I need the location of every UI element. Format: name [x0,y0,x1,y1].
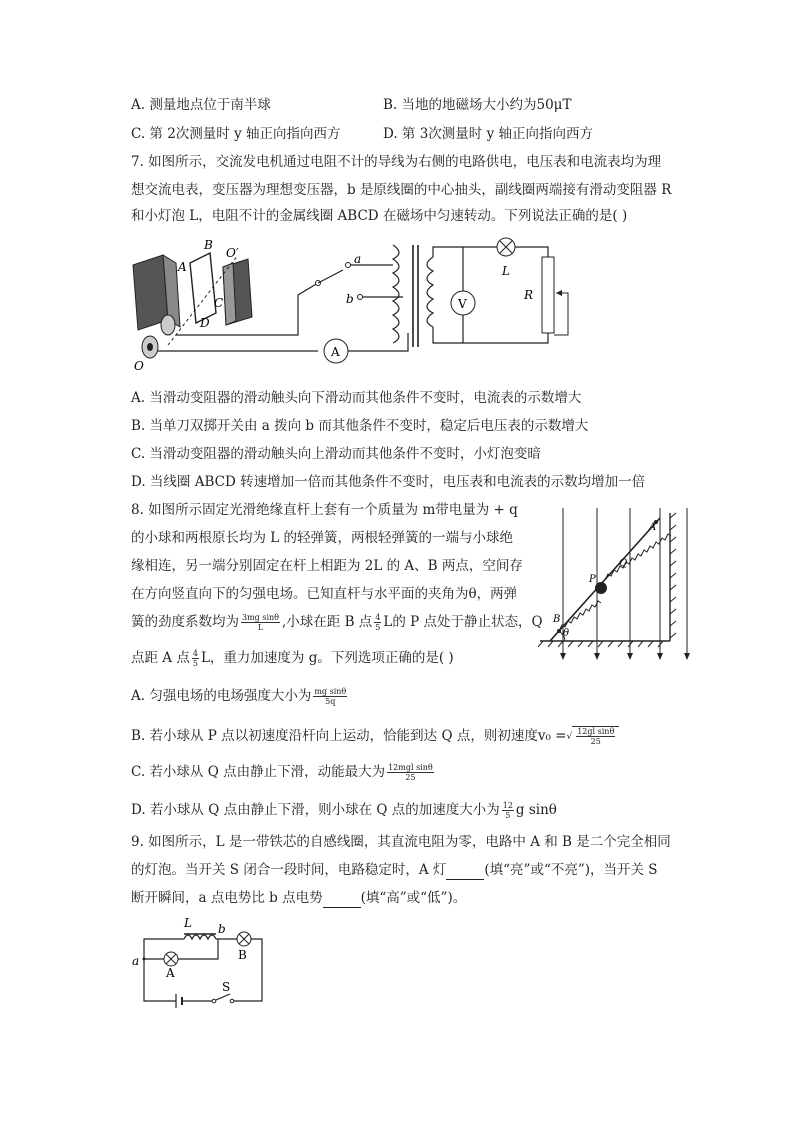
q7-label-b: b [346,292,354,306]
q8-stem-line2: 的小球和两根原长均为 L 的轻弹簧，两根轻弹簧的一端与小球绝 [131,530,514,546]
q8-stem-line4: 在方向竖直向下的匀强电场。已知直杆与水平面的夹角为θ，两弹 [131,586,518,602]
q8-rod-spring-figure [535,508,695,668]
q8-stem-line1: 8. 如图所示固定光滑绝缘直杆上套有一个质量为 m带电量为 + q [131,502,518,518]
q9-label-A: A [166,966,175,980]
q9-stem-line1: 9. 如图所示，L 是一带铁芯的自感线圈，其直流电阻为零，电路中 A 和 B 是二个完全相同 [131,834,671,850]
q6-option-d: D. 第 3次测量时 y 轴正向指向西方 [383,126,594,142]
q9-label-L: L [184,916,192,930]
q7-label-O-prime: O′ [226,246,239,260]
q7-option-d: D. 当线圈 ABCD 转速增加一倍而其他条件不变时，电压表和电流表的示数均增加一倍 [131,474,646,490]
q7-option-b: B. 当单刀双掷开关由 a 拨向 b 而其他条件不变时，稳定后电压表的示数增大 [131,418,589,434]
q7-option-a: A. 当滑动变阻器的滑动触头向下滑动而其他条件不变时，电流表的示数增大 [131,390,582,406]
q9-stem-line3: 断开瞬间，a 点电势比 b 点电势 (填“高”或“低”)。 [131,890,467,906]
q9-blank-2[interactable] [323,893,361,908]
q8-option-c: C. 若小球从 Q 点由静止下滑，动能最大为 $\frac{\text{12mgl sinθ}}{25}$ [131,763,433,782]
q6-option-b: B. 当地的地磁场大小约为50μT [383,97,572,113]
q8-label-theta: θ [563,628,570,639]
q8-label-P: P [589,574,596,585]
q6-option-c: C. 第 2次测量时 y 轴正向指向西方 [131,126,341,142]
q8-stem-line3: 缘相连，另一端分别固定在杆上相距为 2L 的 A、B 两点，空间存 [131,558,523,574]
q9-label-a: a [132,954,140,968]
q7-label-L: L [502,264,510,278]
q7-label-B: B [204,238,213,252]
q7-label-a: a [354,252,362,266]
q8-option-a: A. 匀强电场的电场强度大小为 $\frac{\text{mg sinθ}}{5q}$ [131,687,347,706]
q7-ammeter-label: A [331,345,340,359]
q7-label-R: R [524,288,534,302]
q9-blank-1[interactable] [446,865,484,880]
q7-generator-circuit-figure [128,235,588,375]
q7-voltmeter-label: V [458,297,467,311]
q7-label-O: O [134,359,144,373]
q7-label-D: D [200,316,210,330]
q8-option-d: D. 若小球从 Q 点由静止下滑，则小球在 Q 点的加速度大小为 $\frac{12}{5}$ g sinθ [131,801,557,820]
q6-option-a: A. 测量地点位于南半球 [131,97,271,113]
q7-label-A: A [178,260,187,274]
q8-option-b: B. 若小球从 P 点以初速度沿杆向上运动，恰能到达 Q 点，则初速度v₀ =√ $\frac{\text{12gl sinθ}}{25}$ [131,726,619,747]
q7-label-C: C [214,296,224,310]
q8-label-A: A [649,522,657,533]
q7-stem-line1: 7. 如图所示，交流发电机通过电阻不计的导线为右侧的电路供电，电压表和电流表均为理 [131,154,662,170]
q8-label-B: B [553,614,561,625]
q9-stem-line2: 的灯泡。当开关 S 闭合一段时间，电路稳定时，A 灯 (填“亮”或“不亮”)，当开关 S [131,862,658,878]
q8-label-Q: Q [619,558,628,569]
q7-stem-line2: 想交流电表，变压器为理想变压器，b 是原线圈的中心抽头，副线圈两端接有滑动变阻器 R [131,182,672,198]
q7-option-c: C. 当滑动变阻器的滑动触头向上滑动而其他条件不变时，小灯泡变暗 [131,446,541,462]
q7-stem-line3: 和小灯泡 L，电阻不计的金属线圈 ABCD 在磁场中匀速转动。下列说法正确的是( ) [131,208,628,224]
q9-label-B: B [238,948,247,962]
q9-label-b: b [218,922,226,936]
q8-stem-line5: 簧的劲度系数均为 $\frac{\text{3mg sinθ}}{L}$ ,小球在距 B 点 $\frac{4}{5}$ L的 P 点处于静止状态，Q [131,613,543,632]
q9-label-S: S [222,980,231,994]
q8-stem-line6: 点距 A 点 $\frac{4}{5}$ L，重力加速度为 g。下列选项正确的是( ) [131,649,454,668]
q9-inductor-circuit-figure [132,915,272,1005]
